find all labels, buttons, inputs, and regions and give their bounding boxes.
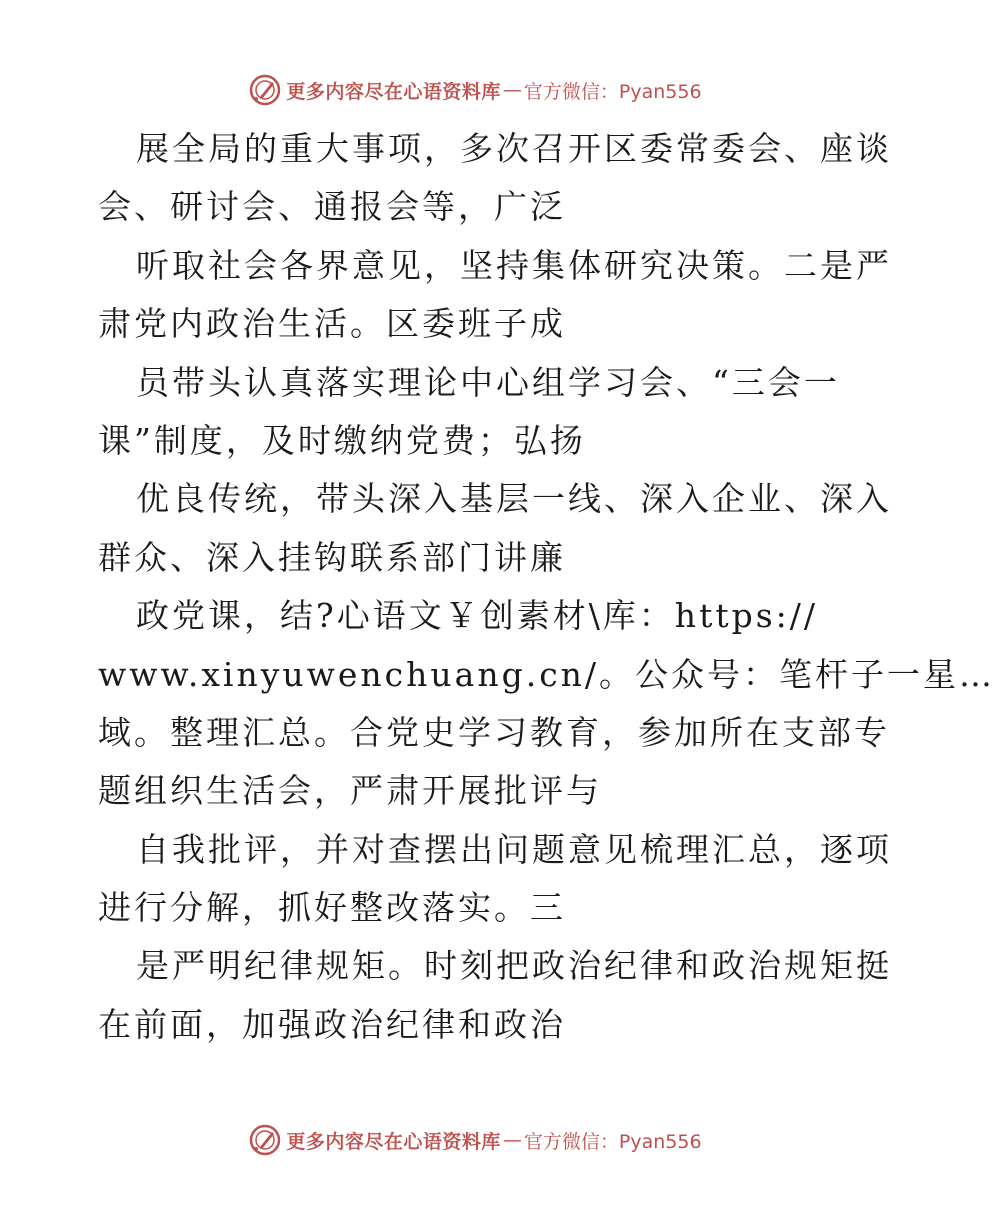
text-line: 进行分解，抓好整改落实。三 bbox=[98, 888, 566, 928]
text-line: 题组织生活会，严肃开展批评与 bbox=[98, 771, 602, 811]
footer-wechat-text: 官方微信：Pyan556 bbox=[523, 1130, 702, 1153]
text-line: 优良传统，带头深入基层一线、深入企业、深入 bbox=[136, 479, 892, 519]
text-line: 在前面，加强政治纪律和政治 bbox=[98, 1004, 566, 1044]
text-line: 课”制度，及时缴纳党费；弘扬 bbox=[98, 420, 586, 460]
footer-dash: — bbox=[502, 1129, 522, 1151]
text-line: 政党课，结?心语文￥创素材\库：https:// bbox=[136, 596, 819, 636]
footer-banner bbox=[0, 1120, 950, 1160]
header-wechat-text: 官方微信：Pyan556 bbox=[523, 80, 702, 103]
document-body bbox=[98, 120, 995, 1054]
text-line: 会、研讨会、通报会等，广泛 bbox=[98, 187, 566, 227]
text-line: 员带头认真落实理论中心组学习会、“三会一 bbox=[136, 362, 840, 402]
text-line: 展全局的重大事项，多次召开区委常委会、座谈 bbox=[136, 129, 892, 168]
header-brand-text: 更多内容尽在心语资料库 bbox=[286, 80, 501, 103]
text-line: 域。整理汇总。合党史学习教育，参加所在支部专 bbox=[98, 712, 890, 752]
text-line: 是严明纪律规矩。时刻把政治纪律和政治规矩挺 bbox=[136, 946, 892, 986]
pen-logo-icon bbox=[248, 73, 282, 107]
footer-brand-text: 更多内容尽在心语资料库 bbox=[286, 1130, 501, 1153]
header-dash: — bbox=[502, 79, 522, 101]
header-banner bbox=[0, 70, 950, 110]
text-line: 肃党内政治生活。区委班子成 bbox=[98, 304, 566, 344]
text-line: 听取社会各界意见，坚持集体研究决策。二是严 bbox=[136, 245, 892, 285]
text-line: www.xinyuwenchuang.cn/。公众号：笔杆子一星… bbox=[98, 654, 995, 694]
text-line: 群众、深入挂钩联系部门讲廉 bbox=[98, 537, 566, 577]
text-line: 自我批评，并对查摆出问题意见梳理汇总，逐项 bbox=[136, 829, 892, 869]
pen-logo-icon bbox=[248, 1123, 282, 1157]
